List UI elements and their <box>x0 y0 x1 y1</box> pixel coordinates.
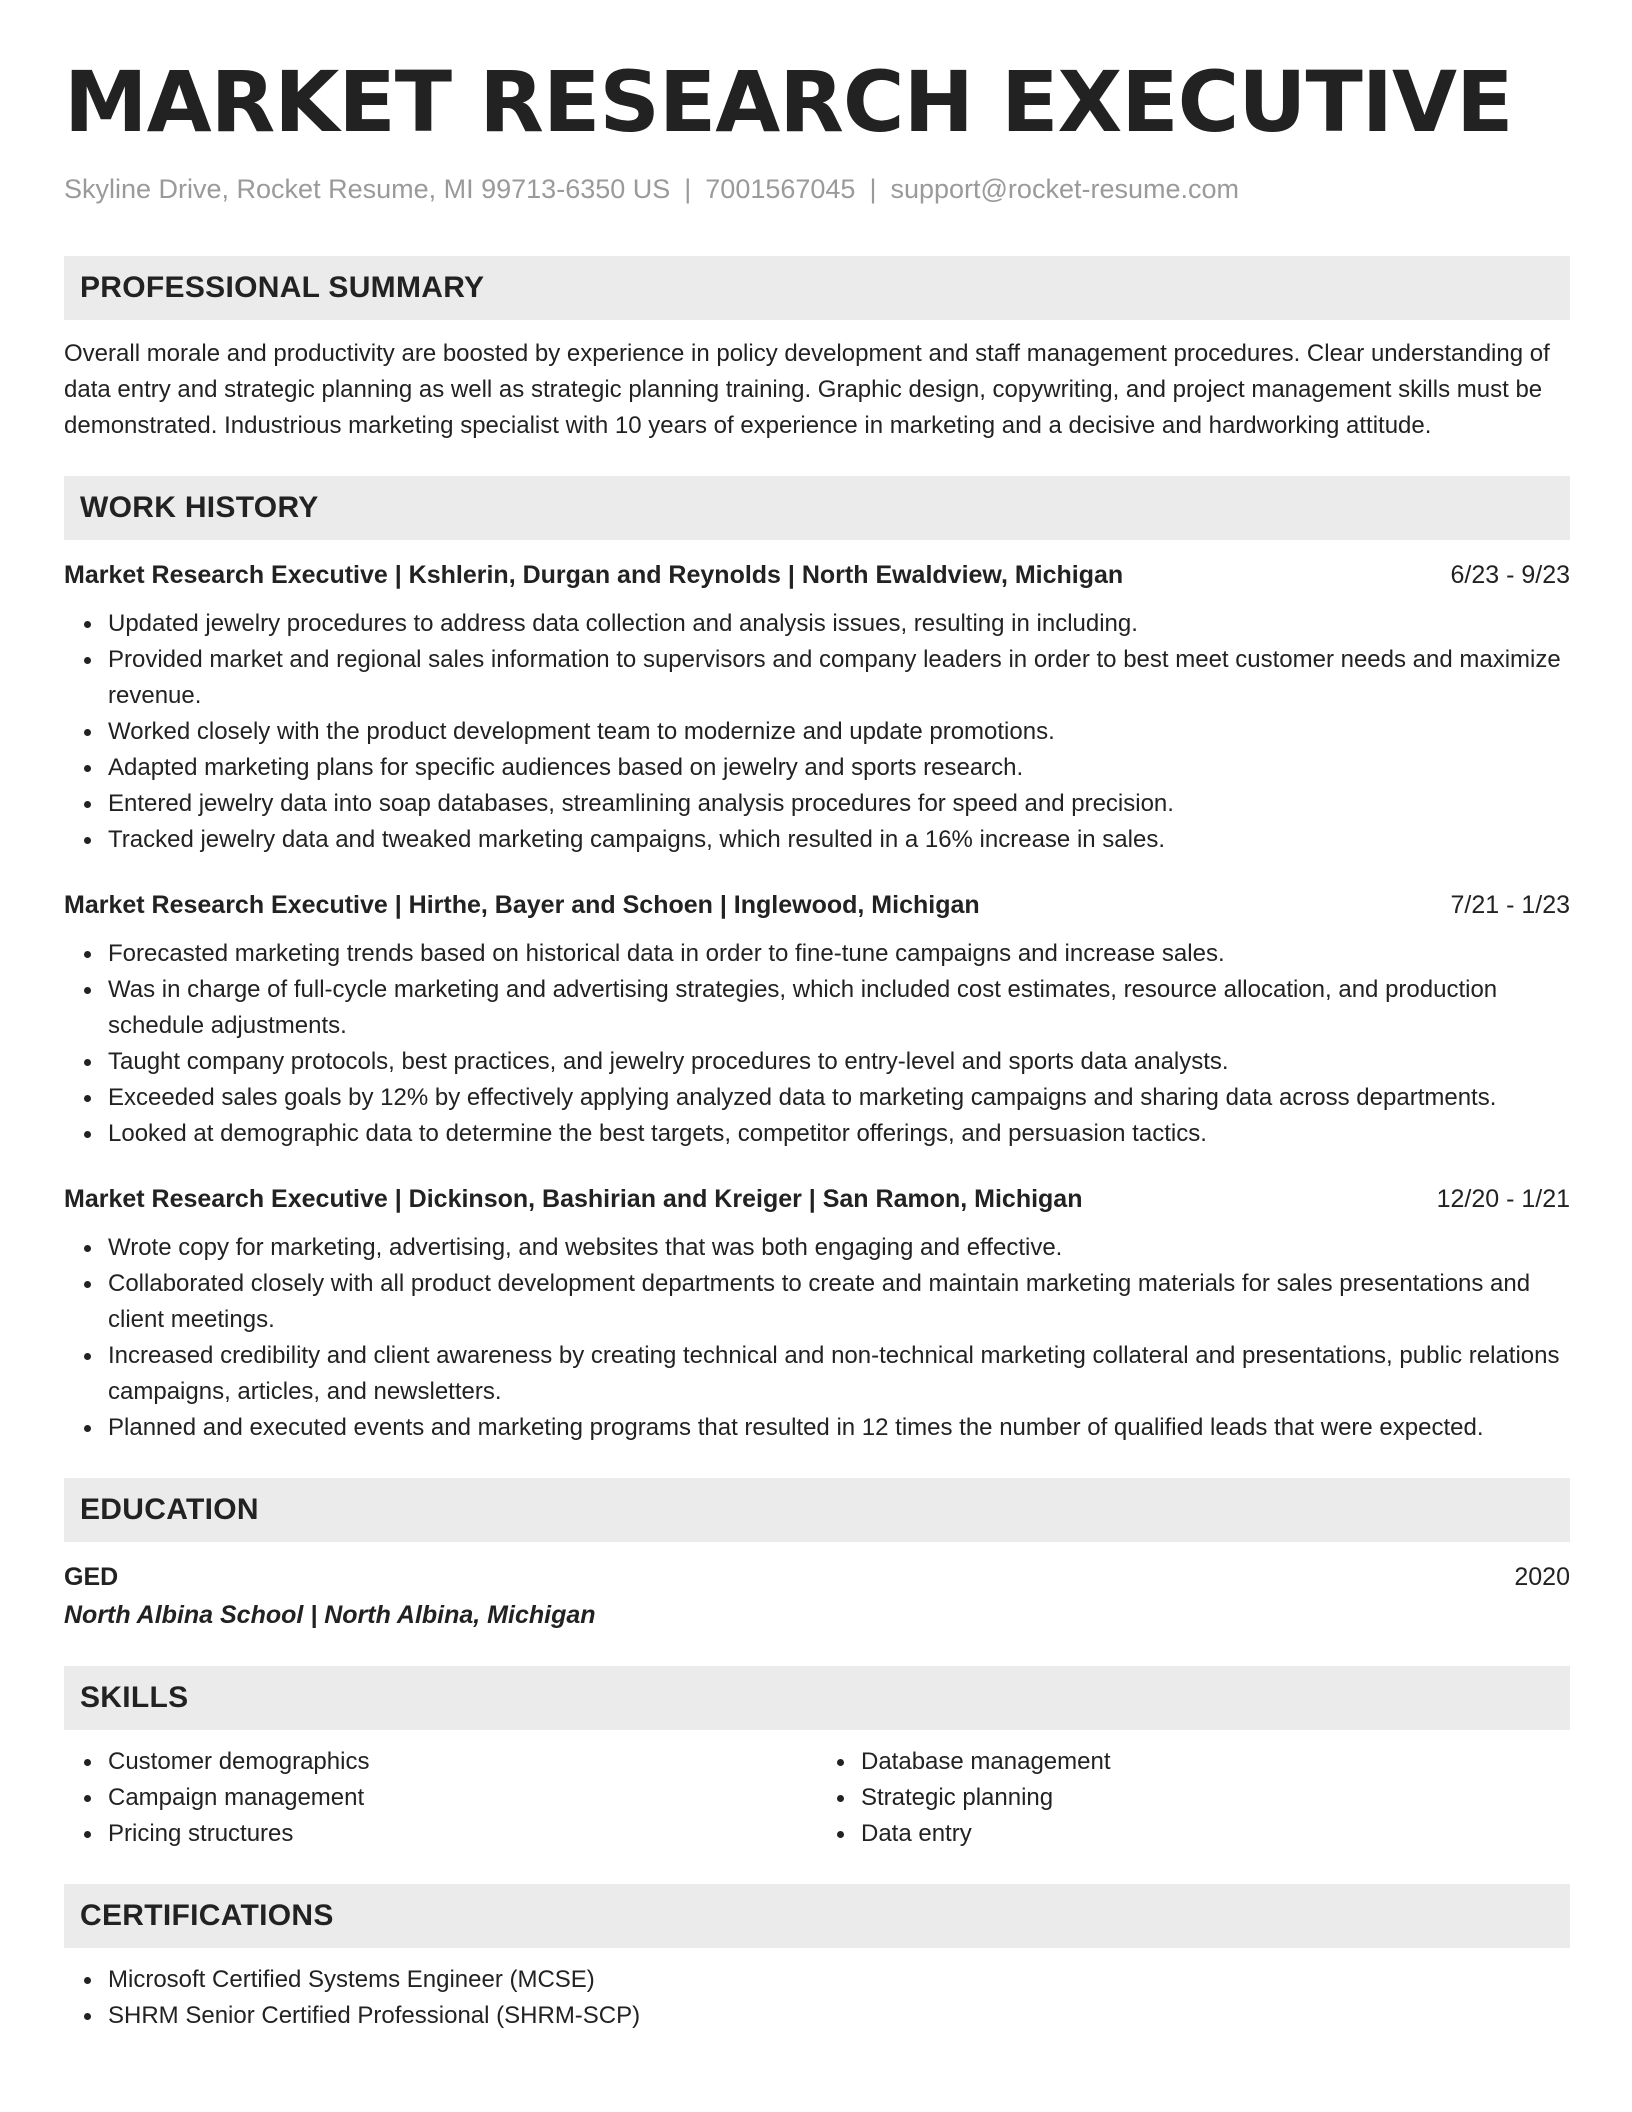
job-bullets <box>64 936 1570 1152</box>
skill-item: Data entry <box>861 1816 1570 1852</box>
section-header-work-history: WORK HISTORY <box>64 476 1570 540</box>
job-title: Market Research Executive | Kshlerin, Durgan and Reynolds | North Ewaldview, Michigan <box>64 561 1124 589</box>
section-header-summary: PROFESSIONAL SUMMARY <box>64 256 1570 320</box>
candidate-title: MARKET RESEARCH EXECUTIVE <box>64 53 1513 151</box>
contact-email: support@rocket-resume.com <box>890 174 1239 204</box>
section-header-skills: SKILLS <box>64 1666 1570 1730</box>
job-heading <box>64 1182 1570 1216</box>
job-bullet: Increased credibility and client awareness by creating technical and non-technical marketing collateral and presentations, public relations campaigns, articles, and newsletters. <box>108 1338 1570 1410</box>
contact-address: Skyline Drive, Rocket Resume, MI 99713-6350 US <box>64 174 671 204</box>
job-bullet: Adapted marketing plans for specific audiences based on jewelry and sports research. <box>108 750 1570 786</box>
job-dates: 7/21 - 1/23 <box>1450 891 1570 919</box>
job-heading <box>64 558 1570 592</box>
skills-column-right <box>817 1744 1570 1852</box>
contact-phone: 7001567045 <box>705 174 856 204</box>
job-bullet: Provided market and regional sales information to supervisors and company leaders in order to best meet customer needs and maximize revenue. <box>108 642 1570 714</box>
job-bullet: Looked at demographic data to determine the best targets, competitor offerings, and persuasion tactics. <box>108 1116 1570 1152</box>
job-bullet: Entered jewelry data into soap databases, streamlining analysis procedures for speed and precision. <box>108 786 1570 822</box>
education-year: 2020 <box>1514 1563 1570 1591</box>
contact-line <box>64 172 1570 206</box>
section-header-certifications: CERTIFICATIONS <box>64 1884 1570 1948</box>
education-school: North Albina School | North Albina, Michigan <box>64 1601 596 1629</box>
skill-item: Customer demographics <box>108 1744 817 1780</box>
job-heading <box>64 888 1570 922</box>
education-degree: GED <box>64 1563 119 1591</box>
job-bullet: Exceeded sales goals by 12% by effectively applying analyzed data to marketing campaigns and sharing data across departments. <box>108 1080 1570 1116</box>
job-bullet: Updated jewelry procedures to address data collection and analysis issues, resulting in including. <box>108 606 1570 642</box>
certification-item: Microsoft Certified Systems Engineer (MCSE) <box>108 1962 1570 1998</box>
certifications-list <box>64 1962 1570 2034</box>
contact-separator: | <box>684 174 692 204</box>
skill-item: Database management <box>861 1744 1570 1780</box>
job-dates: 6/23 - 9/23 <box>1450 561 1570 589</box>
skill-item: Campaign management <box>108 1780 817 1816</box>
job-bullet: Forecasted marketing trends based on historical data in order to fine-tune campaigns and increase sales. <box>108 936 1570 972</box>
contact-separator: | <box>869 174 877 204</box>
job-bullet: Was in charge of full-cycle marketing and advertising strategies, which included cost estimates, resource allocation, and production schedule adjustments. <box>108 972 1570 1044</box>
job-dates: 12/20 - 1/21 <box>1436 1185 1570 1213</box>
job-title: Market Research Executive | Dickinson, Bashirian and Kreiger | San Ramon, Michigan <box>64 1185 1083 1213</box>
job-bullet: Collaborated closely with all product development departments to create and maintain marketing materials for sales presentations and client meetings. <box>108 1266 1570 1338</box>
job-bullet: Tracked jewelry data and tweaked marketing campaigns, which resulted in a 16% increase in sales. <box>108 822 1570 858</box>
job-entry <box>64 888 1570 1152</box>
skills-column-left <box>64 1744 817 1852</box>
job-bullet: Taught company protocols, best practices, and jewelry procedures to entry-level and sports data analysts. <box>108 1044 1570 1080</box>
education-heading <box>64 1560 1570 1594</box>
skill-item: Strategic planning <box>861 1780 1570 1816</box>
job-bullets <box>64 1230 1570 1446</box>
job-entry <box>64 1182 1570 1446</box>
job-bullet: Wrote copy for marketing, advertising, and websites that was both engaging and effective. <box>108 1230 1570 1266</box>
education-entry <box>64 1560 1570 1634</box>
job-bullet: Planned and executed events and marketing programs that resulted in 12 times the number of qualified leads that were expected. <box>108 1410 1570 1446</box>
job-bullets <box>64 606 1570 858</box>
skill-item: Pricing structures <box>108 1816 817 1852</box>
section-header-education: EDUCATION <box>64 1478 1570 1542</box>
certification-item: SHRM Senior Certified Professional (SHRM-SCP) <box>108 1998 1570 2034</box>
job-title: Market Research Executive | Hirthe, Bayer and Schoen | Inglewood, Michigan <box>64 891 980 919</box>
job-entry <box>64 558 1570 858</box>
job-bullet: Worked closely with the product development team to modernize and update promotions. <box>108 714 1570 750</box>
skills-grid <box>64 1730 1570 1852</box>
summary-text: Overall morale and productivity are boosted by experience in policy development and staff management procedures. Clear understanding of data entry and strategic planning as well as strategic planning training. Graphic design, copywriting, and project management skills must be demonstrated. Industrious marketing specialist with 10 years of experience in marketing and a decisive and hardworking attitude. <box>64 340 1550 439</box>
